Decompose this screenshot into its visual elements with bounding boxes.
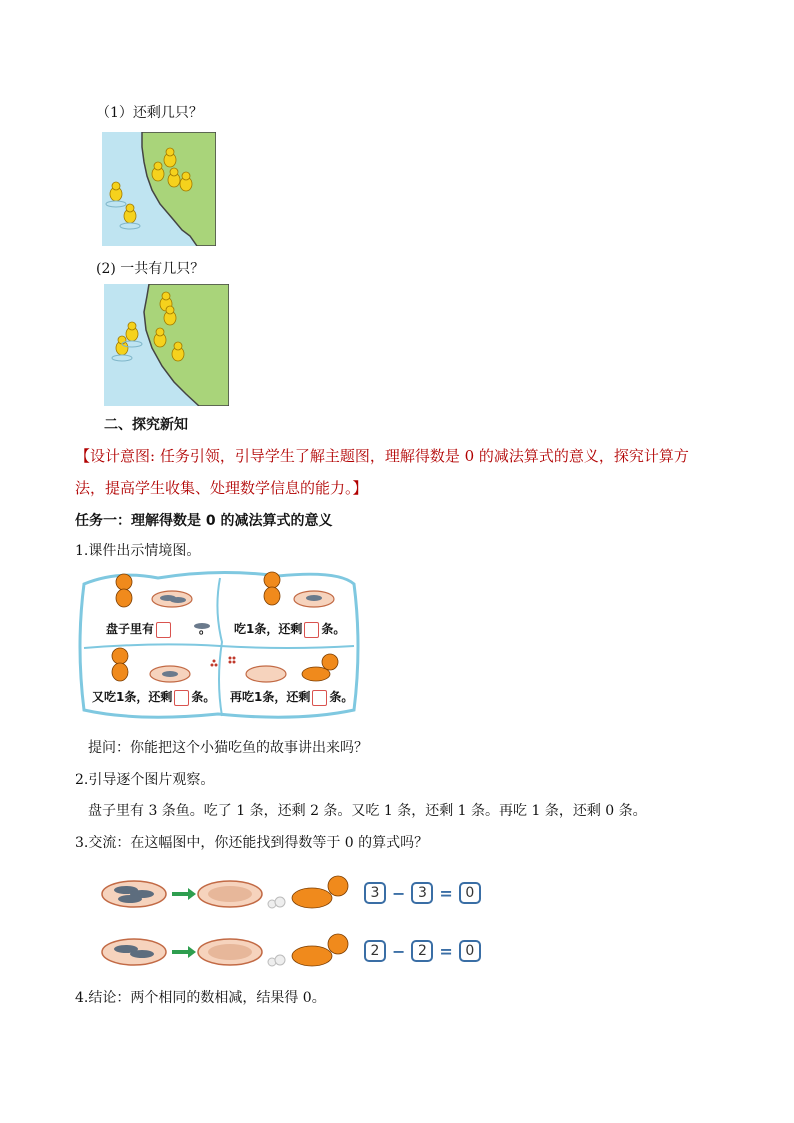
- equals-sign: =: [439, 941, 453, 961]
- step-4-conclusion: 4.结论：两个相同的数相减，结果得 0。: [75, 990, 326, 1006]
- equation-1-subtrahend: 3: [411, 882, 433, 904]
- panel-2-text: 吃1条，还剩 条。: [234, 622, 346, 636]
- equation-2-result: 0: [459, 940, 481, 962]
- panel-1-text: 盘子里有 。: [106, 622, 212, 636]
- minus-sign: −: [392, 883, 406, 903]
- ducklings-image-2: [104, 284, 229, 406]
- step-2-detail: 盘子里有 3 条鱼。吃了 1 条，还剩 2 条。又吃 1 条，还剩 1 条。再吃 1 条，还剩 0 条。: [88, 803, 647, 819]
- cat-eating-figure: [100, 872, 360, 972]
- design-intent-line-2: 法，提高学生收集、处理数学信息的能力。】: [75, 479, 368, 497]
- equation-2-minuend: 2: [364, 940, 386, 962]
- question-1: （1）还剩几只？: [96, 105, 203, 121]
- panel-3-text: 又吃1条，还剩 条。: [92, 690, 216, 704]
- question-2: (2) 一共有几只？: [96, 261, 205, 277]
- section-heading: 二、探究新知: [104, 417, 188, 433]
- ducklings-image-1: [102, 132, 216, 246]
- task-1-heading: 任务一：理解得数是 0 的减法算式的意义: [75, 513, 333, 529]
- equals-sign: =: [439, 883, 453, 903]
- equation-1: [364, 882, 481, 904]
- equation-1-result: 0: [459, 882, 481, 904]
- cat-fish-scene: [78, 570, 360, 722]
- minus-sign: −: [392, 941, 406, 961]
- equation-1-minuend: 3: [364, 882, 386, 904]
- equation-2: [364, 940, 481, 962]
- step-1: 1.课件出示情境图。: [75, 543, 201, 559]
- step-3: 3.交流：在这幅图中，你还能找到得数等于 0 的算式吗？: [75, 835, 429, 851]
- step-2: 2.引导逐个图片观察。: [75, 772, 215, 788]
- equation-2-subtrahend: 2: [411, 940, 433, 962]
- design-intent-line-1: 【设计意图: 任务引领，引导学生了解主题图，理解得数是 0 的减法算式的意义，探究计算方: [75, 447, 689, 465]
- question-text: 提问：你能把这个小猫吃鱼的故事讲出来吗？: [88, 740, 368, 756]
- panel-4-text: 再吃1条，还剩 条。: [230, 690, 354, 704]
